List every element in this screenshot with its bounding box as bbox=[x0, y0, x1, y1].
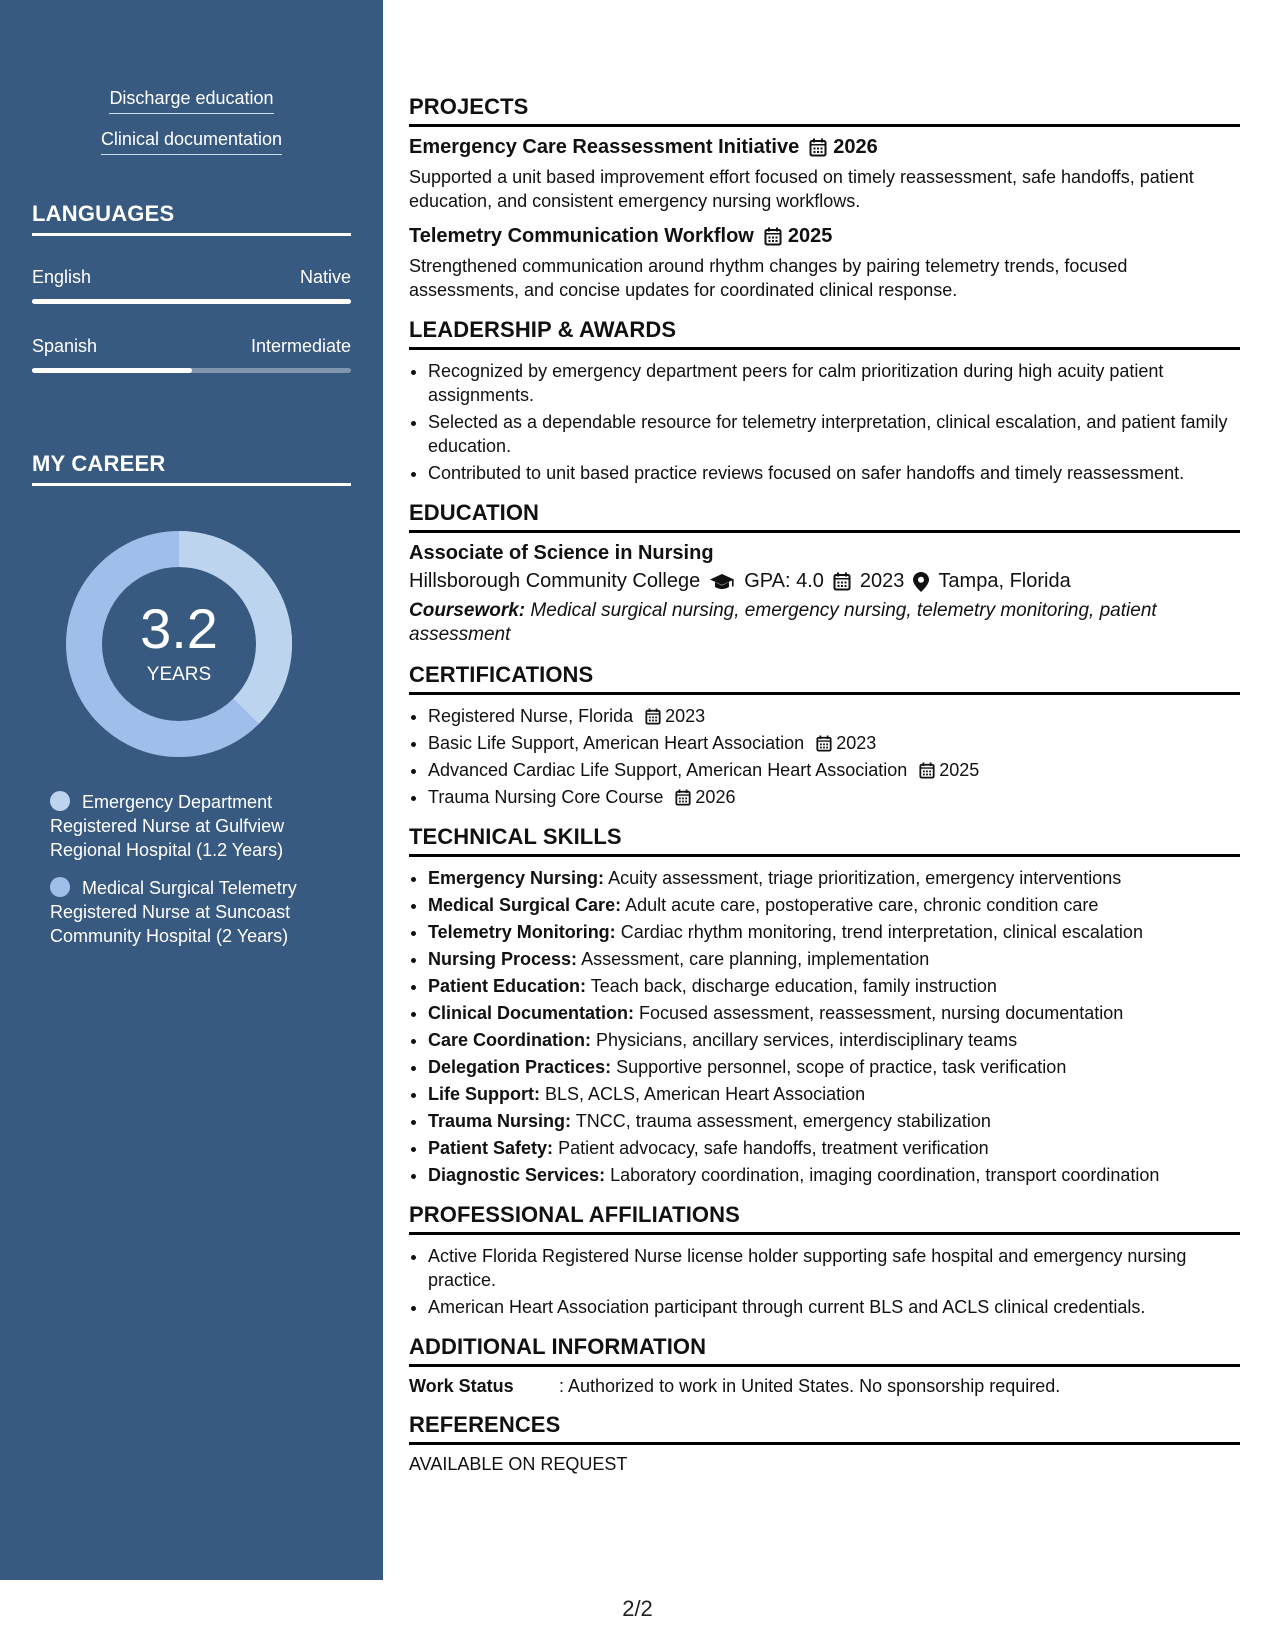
map-pin-icon bbox=[913, 572, 929, 592]
certifications-list bbox=[409, 704, 1240, 809]
affiliations-section bbox=[409, 1202, 1240, 1319]
skill-label: Trauma Nursing: bbox=[428, 1111, 572, 1131]
skill-link-clinical-documentation[interactable]: Clinical documentation bbox=[101, 129, 282, 155]
education-school: Hillsborough Community College bbox=[409, 570, 701, 592]
affiliations-heading: PROFESSIONAL AFFILIATIONS bbox=[409, 1202, 1240, 1235]
list-item: • Active Florida Registered Nurse license holder supporting safe hospital and emergency nursing practice. bbox=[428, 1244, 1240, 1292]
skill-text: Adult acute care, postoperative care, chronic condition care bbox=[625, 895, 1099, 915]
leadership-list bbox=[409, 359, 1240, 485]
project-description: Strengthened communication around rhythm changes by pairing telemetry trends, focused assessments, and concise updates for coordinated clinical response. bbox=[409, 256, 1128, 300]
skill-label: Emergency Nursing: bbox=[428, 868, 605, 888]
list-item bbox=[428, 1001, 1240, 1025]
project-title-row bbox=[409, 136, 1240, 159]
technical-skills-heading: TECHNICAL SKILLS bbox=[409, 824, 1240, 857]
education-section bbox=[409, 500, 1240, 647]
career-heading: MY CAREER bbox=[32, 451, 351, 486]
additional-info-heading: ADDITIONAL INFORMATION bbox=[409, 1334, 1240, 1367]
language-english bbox=[32, 267, 351, 304]
calendar-icon bbox=[833, 572, 851, 591]
list-item bbox=[428, 758, 1240, 782]
career-item bbox=[50, 790, 320, 862]
references-text: AVAILABLE ON REQUEST bbox=[409, 1454, 628, 1474]
references-heading: REFERENCES bbox=[409, 1412, 1240, 1445]
skill-text: BLS, ACLS, American Heart Association bbox=[545, 1084, 866, 1104]
work-status-row bbox=[409, 1376, 1240, 1397]
skill-text: TNCC, trauma assessment, emergency stabilization bbox=[575, 1111, 991, 1131]
calendar-icon bbox=[764, 227, 782, 246]
graduation-cap-icon bbox=[709, 573, 735, 591]
list-item: • Contributed to unit based practice reviews focused on safer handoffs and timely reassessment. bbox=[428, 461, 1240, 485]
career-legend bbox=[50, 790, 320, 962]
education-degree: Associate of Science in Nursing bbox=[409, 542, 714, 564]
skill-label: Patient Education: bbox=[428, 976, 587, 996]
project-title-row bbox=[409, 225, 1240, 248]
project-title: Emergency Care Reassessment Initiative bbox=[409, 136, 800, 158]
calendar-icon bbox=[809, 138, 827, 157]
skill-label: Patient Safety: bbox=[428, 1138, 554, 1158]
calendar-icon bbox=[645, 708, 661, 725]
cert-name: • Basic Life Support, American Heart Association bbox=[428, 733, 805, 753]
skill-text: Teach back, discharge education, family instruction bbox=[590, 976, 997, 996]
skill-label: Medical Surgical Care: bbox=[428, 895, 622, 915]
project-description: Supported a unit based improvement effort focused on timely reassessment, safe handoffs, patient education, and consistent emergency nursing workflows. bbox=[409, 167, 1194, 211]
list-item bbox=[428, 1163, 1240, 1187]
list-item bbox=[428, 920, 1240, 944]
education-location: Tampa, Florida bbox=[938, 570, 1071, 592]
language-name: Spanish bbox=[32, 336, 98, 356]
technical-skills-section bbox=[409, 824, 1240, 1187]
main-content bbox=[409, 94, 1240, 1490]
cert-date: 2026 bbox=[695, 787, 736, 807]
cert-name: • Trauma Nursing Core Course bbox=[428, 787, 664, 807]
language-proficiency-fill bbox=[32, 368, 192, 373]
affiliations-list bbox=[409, 1244, 1240, 1319]
list-item bbox=[428, 1109, 1240, 1133]
coursework-label: Coursework: bbox=[409, 600, 526, 621]
education-meta bbox=[409, 570, 1240, 593]
list-item bbox=[428, 731, 1240, 755]
leadership-heading: LEADERSHIP & AWARDS bbox=[409, 317, 1240, 350]
calendar-icon bbox=[919, 762, 935, 779]
skill-label: Clinical Documentation: bbox=[428, 1003, 635, 1023]
legend-dot-icon bbox=[50, 877, 70, 897]
language-level: Intermediate bbox=[250, 336, 351, 356]
skill-text: Focused assessment, reassessment, nursing documentation bbox=[639, 1003, 1124, 1023]
skill-text: Supportive personnel, scope of practice, task verification bbox=[616, 1057, 1067, 1077]
language-proficiency-fill bbox=[32, 299, 351, 304]
references-section bbox=[409, 1412, 1240, 1475]
project-date bbox=[764, 225, 833, 248]
skill-label: Life Support: bbox=[428, 1084, 540, 1104]
language-spanish bbox=[32, 336, 351, 373]
list-item: • Selected as a dependable resource for telemetry interpretation, clinical escalation, and patient family education. bbox=[428, 410, 1240, 458]
list-item: • American Heart Association participant through current BLS and ACLS clinical credentials. bbox=[428, 1295, 1240, 1319]
certifications-section bbox=[409, 662, 1240, 809]
education-year: 2023 bbox=[859, 570, 905, 592]
skill-label: Telemetry Monitoring: bbox=[428, 922, 616, 942]
leadership-section bbox=[409, 317, 1240, 485]
work-status-value: : Authorized to work in United States. No sponsorship required. bbox=[559, 1376, 1061, 1396]
skill-label: Delegation Practices: bbox=[428, 1057, 612, 1077]
certifications-heading: CERTIFICATIONS bbox=[409, 662, 1240, 695]
projects-section bbox=[409, 94, 1240, 302]
list-item bbox=[428, 974, 1240, 998]
list-item bbox=[428, 1136, 1240, 1160]
skill-text: Cardiac rhythm monitoring, trend interpretation, clinical escalation bbox=[620, 922, 1143, 942]
skill-text: Patient advocacy, safe handoffs, treatment verification bbox=[558, 1138, 989, 1158]
cert-date: 2023 bbox=[665, 706, 706, 726]
education-heading: EDUCATION bbox=[409, 500, 1240, 533]
calendar-icon bbox=[675, 789, 691, 806]
skill-label: Nursing Process: bbox=[428, 949, 578, 969]
sidebar bbox=[0, 0, 383, 1580]
education-gpa: GPA: 4.0 bbox=[744, 570, 824, 592]
skill-text: Laboratory coordination, imaging coordination, transport coordination bbox=[610, 1165, 1160, 1185]
work-status-label: Work Status bbox=[409, 1376, 514, 1396]
cert-name: • Advanced Cardiac Life Support, American Heart Association bbox=[428, 760, 908, 780]
projects-heading: PROJECTS bbox=[409, 94, 1240, 127]
list-item bbox=[428, 785, 1240, 809]
project-date-text: 2025 bbox=[787, 225, 833, 247]
skill-text: Acuity assessment, triage prioritization, emergency interventions bbox=[608, 868, 1122, 888]
list-item bbox=[428, 893, 1240, 917]
career-total-unit: YEARS bbox=[146, 664, 212, 685]
languages-heading: LANGUAGES bbox=[32, 201, 351, 236]
calendar-icon bbox=[816, 735, 832, 752]
list-item bbox=[428, 1082, 1240, 1106]
list-item: • Recognized by emergency department peers for calm prioritization during high acuity patient assignments. bbox=[428, 359, 1240, 407]
language-proficiency-bar bbox=[32, 368, 351, 373]
project-date bbox=[809, 136, 878, 159]
cert-date: 2023 bbox=[836, 733, 877, 753]
cert-date: 2025 bbox=[939, 760, 980, 780]
skill-label: Care Coordination: bbox=[428, 1030, 592, 1050]
list-item bbox=[428, 704, 1240, 728]
career-item-text: Medical Surgical Telemetry Registered Nurse at Suncoast Community Hospital (2 Years) bbox=[50, 878, 297, 946]
skill-text: Physicians, ancillary services, interdisciplinary teams bbox=[596, 1030, 1018, 1050]
page-number: 2/2 bbox=[622, 1596, 653, 1621]
list-item bbox=[428, 1028, 1240, 1052]
skill-label: Diagnostic Services: bbox=[428, 1165, 606, 1185]
project-date-text: 2026 bbox=[833, 136, 878, 158]
list-item bbox=[428, 947, 1240, 971]
career-item-text: Emergency Department Registered Nurse at Gulfview Regional Hospital (1.2 Years) bbox=[50, 792, 285, 860]
cert-name: • Registered Nurse, Florida bbox=[428, 706, 634, 726]
project-title: Telemetry Communication Workflow bbox=[409, 225, 754, 247]
language-name: English bbox=[32, 267, 92, 287]
technical-skills-list bbox=[409, 866, 1240, 1187]
skill-links bbox=[0, 88, 383, 170]
career-total-years: 3.2 bbox=[140, 597, 218, 660]
language-proficiency-bar bbox=[32, 299, 351, 304]
skill-link-discharge-education[interactable]: Discharge education bbox=[109, 88, 273, 114]
education-coursework bbox=[409, 599, 1240, 647]
list-item bbox=[428, 1055, 1240, 1079]
legend-dot-icon bbox=[50, 791, 70, 811]
career-item bbox=[50, 876, 320, 948]
skill-text: Assessment, care planning, implementation bbox=[581, 949, 930, 969]
coursework-text: Medical surgical nursing, emergency nursing, telemetry monitoring, patient assessment bbox=[409, 600, 1157, 645]
list-item bbox=[428, 866, 1240, 890]
language-level: Native bbox=[299, 267, 351, 287]
additional-info-section bbox=[409, 1334, 1240, 1397]
